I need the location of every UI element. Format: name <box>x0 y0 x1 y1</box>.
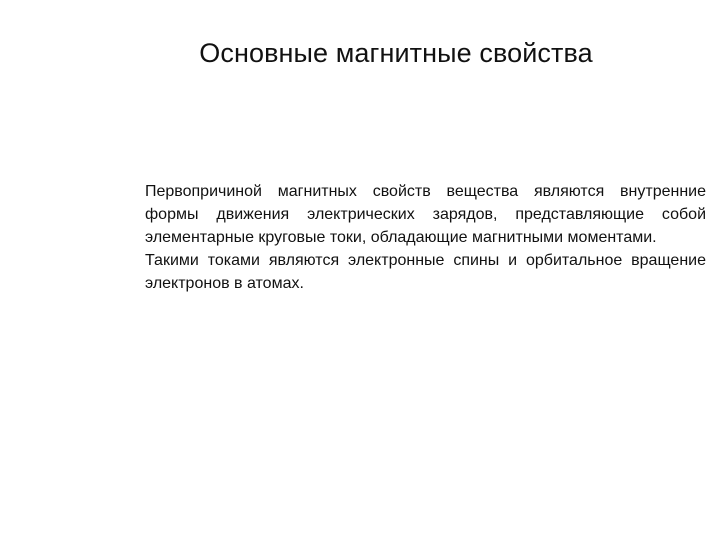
slide-title: Основные магнитные свойства <box>199 38 593 68</box>
body-paragraph-2: Такими токами являются электронные спины и орбитальное вращение электронов в атомах. <box>145 252 706 292</box>
slide-body <box>145 180 706 295</box>
body-paragraph-1: Первопричиной магнитных свойств вещества являются внутренние формы движения электрических зарядов, представляющие собой элементарные круговые токи, обладающие магнитными моментами. <box>145 183 706 246</box>
